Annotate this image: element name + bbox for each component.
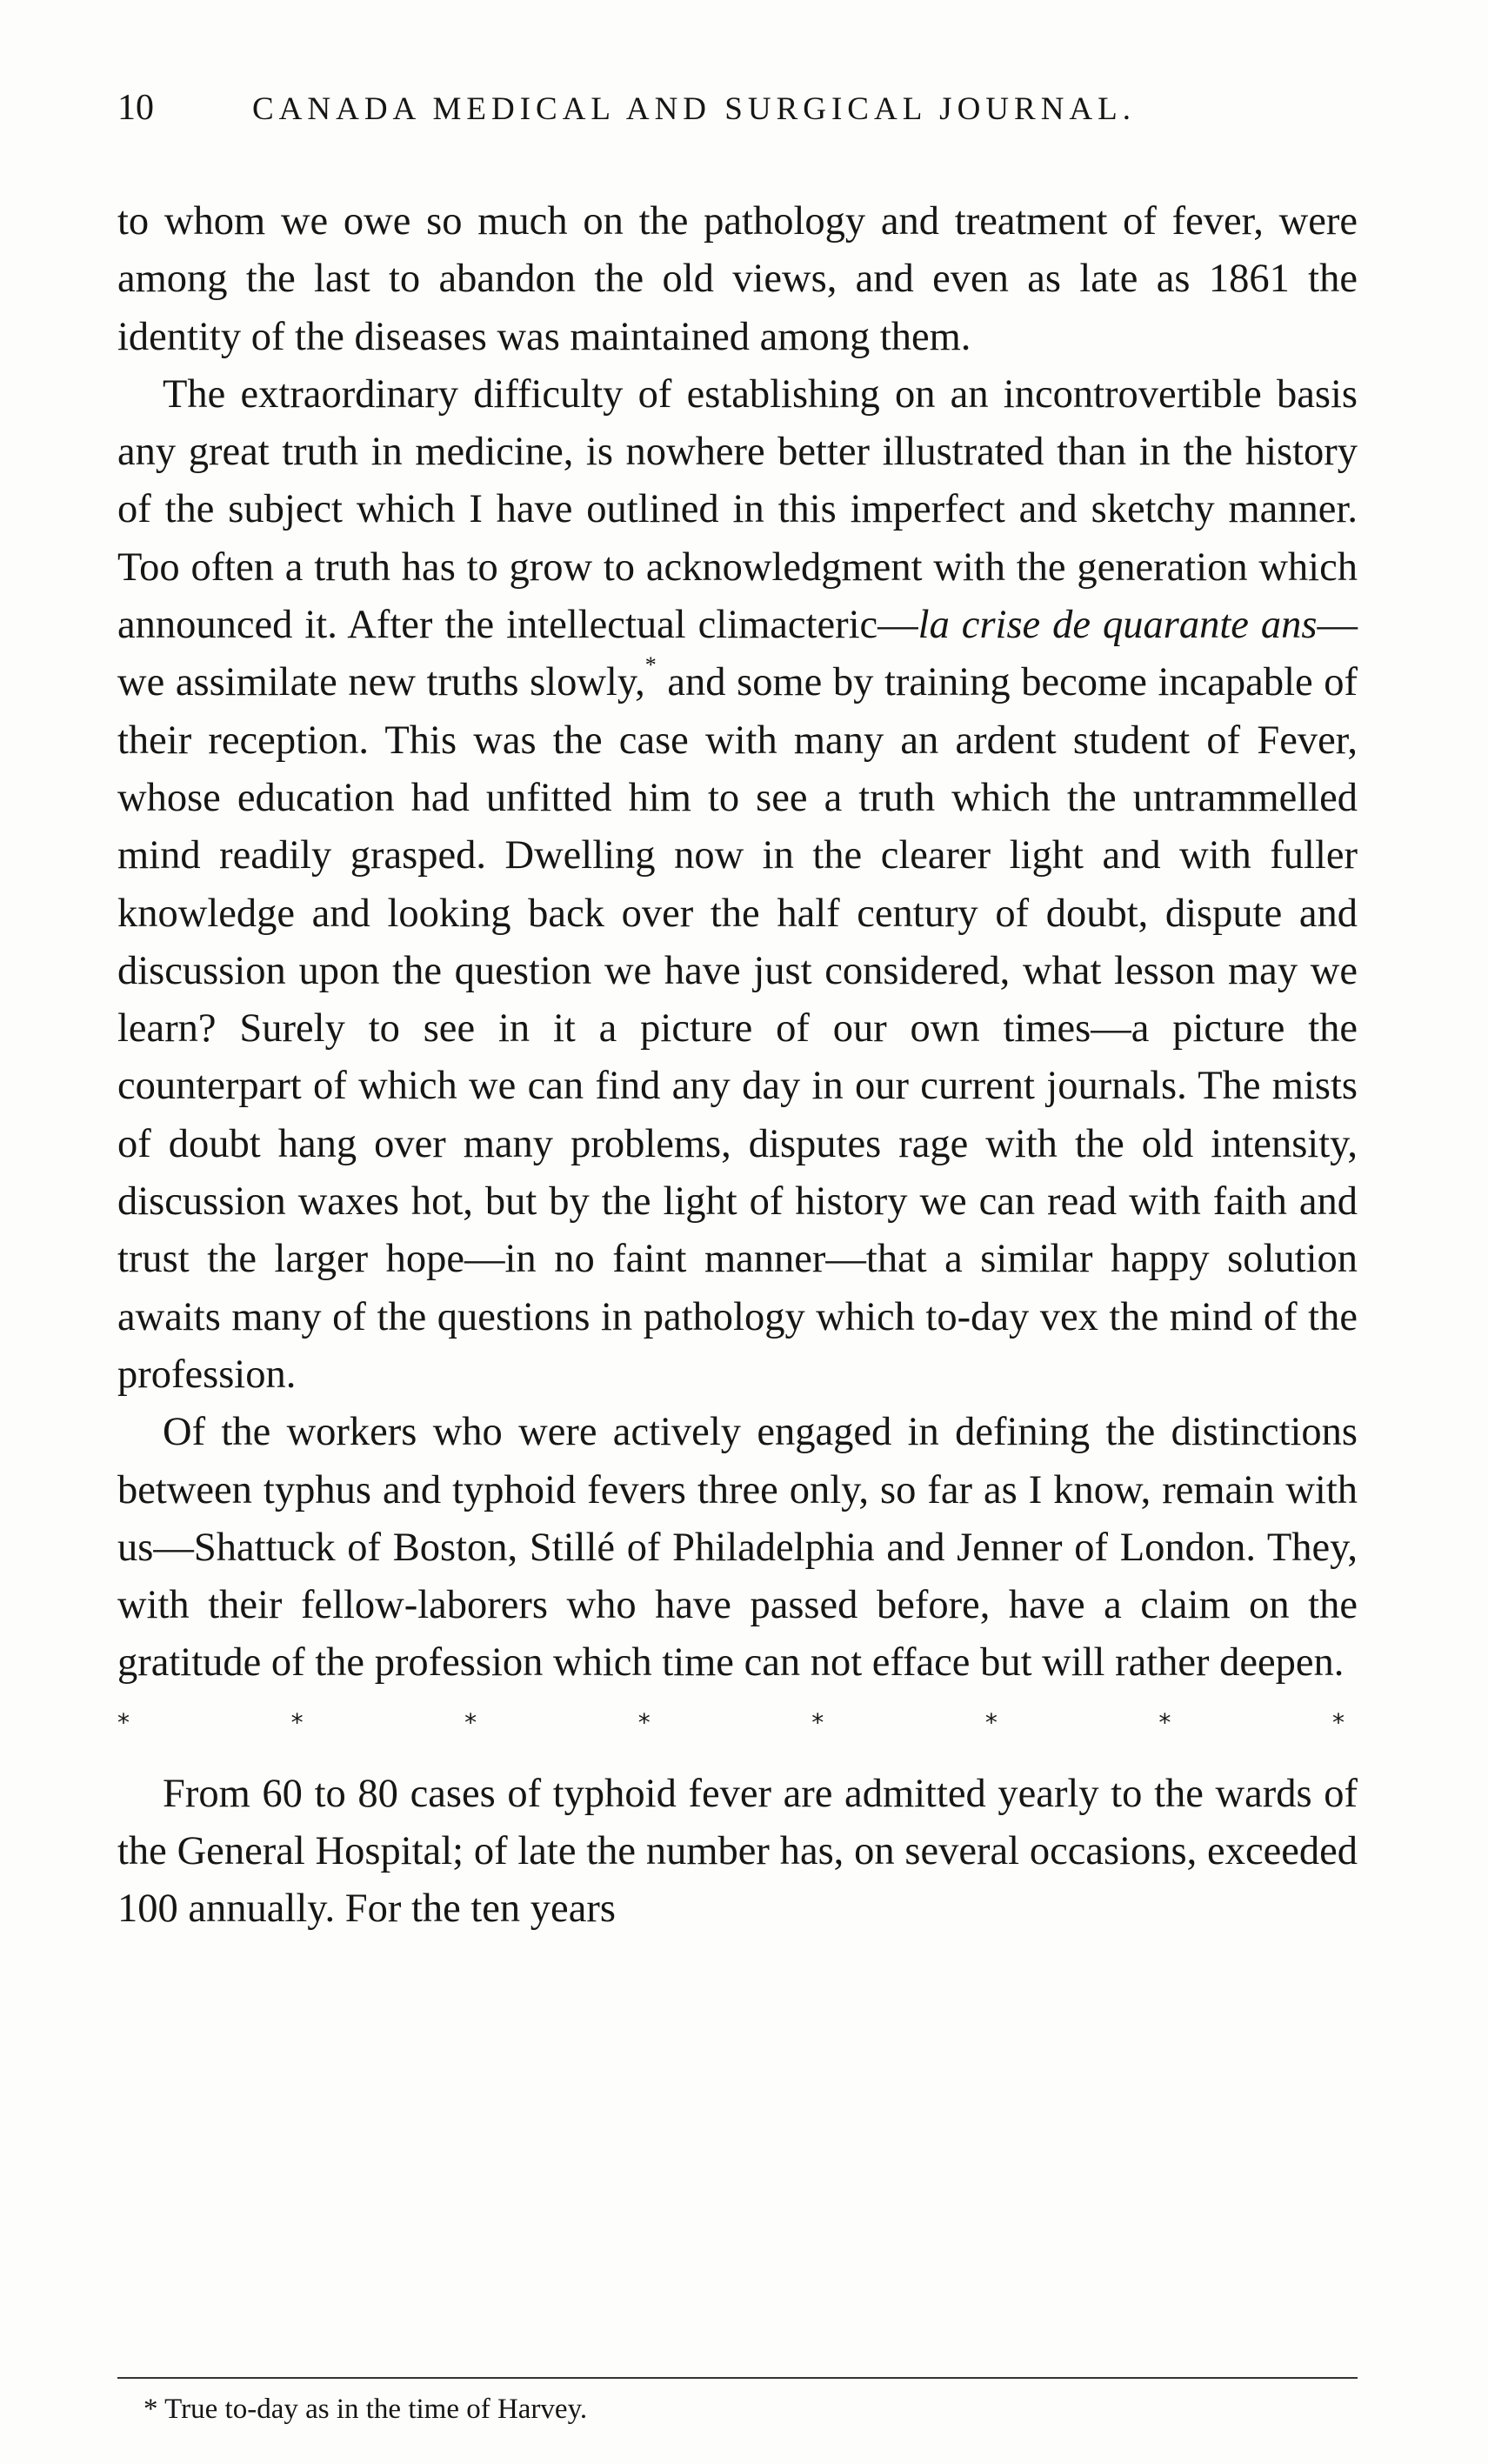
page-header bbox=[117, 87, 1358, 148]
separator-star: * bbox=[984, 1708, 998, 1738]
paragraph-1: to whom we owe so much on the pathology and treatment of fever, were among the last to abandon the old views, and even as late as 1861 the identity of the diseases was maintained among them. bbox=[117, 199, 1358, 359]
running-head: CANADA MEDICAL AND SURGICAL JOURNAL. bbox=[252, 91, 1136, 127]
paragraph-2-part-2: —we assimilate new truths slowly, bbox=[117, 603, 1358, 705]
separator-star: * bbox=[1331, 1708, 1345, 1738]
footnote: * True to-day as in the time of Harvey. bbox=[143, 2394, 588, 2425]
body-text bbox=[117, 193, 1358, 1939]
footnote-reference-mark: * bbox=[644, 652, 657, 678]
separator-star: * bbox=[811, 1708, 824, 1738]
paragraph-2 bbox=[117, 366, 1358, 1404]
paragraph-3: Of the workers who were actively engaged in defining the distinctions between typhus and typhoid fevers three only, so far as I know, remain with us—Shattuck of Boston, Stillé of Philadelphia and Jenner of London. They, with their fellow-laborers who have passed before, have a claim on the gratitude of the profession which time can not efface but will rather deepen. bbox=[117, 1410, 1358, 1686]
section-separator bbox=[117, 1693, 1358, 1753]
separator-star: * bbox=[637, 1708, 651, 1738]
separator-star: * bbox=[464, 1708, 477, 1738]
paragraph-4: From 60 to 80 cases of typhoid fever are admitted yearly to the wards of the General Hospital; of late the number has, on several occasions, exceeded 100 annually. For the ten years bbox=[117, 1771, 1358, 1932]
paragraph-2-part-3: and some by training become incapable of their reception. This was the case with many an ardent student of Fever, whose education had unfitted him to see a truth which the untrammelled mind readily grasped. Dwelling now in the clearer light and with fuller knowledge and looking back over the half century of doubt, dispute and discussion upon the question we have just considered, what lesson may we learn? Surely to see in it a picture of our own times—a picture the counterpart of which we can find any day in our current journals. The mists of doubt hang over many problems, disputes rage with the old intensity, discussion waxes hot, but by the light of history we can read with faith and trust the larger hope—in no faint manner—that a similar happy solution awaits many of the questions in pathology which to-day vex the mind of the profession. bbox=[117, 660, 1358, 1397]
separator-star: * bbox=[117, 1708, 130, 1738]
paragraph-2-part-1: The extraordinary difficulty of establishing on an incontrovertible basis any great truth in medicine, is nowhere better illustrated than in the history of the subject which I have outlined in this imperfect and sketchy manner. Too often a truth has to grow to acknowledgment with the generation which announced it. After the intellectual climacteric— bbox=[117, 371, 1358, 648]
separator-star: * bbox=[290, 1708, 304, 1738]
page-number: 10 bbox=[117, 88, 154, 128]
paragraph-2-italic-phrase: la crise de quarante ans bbox=[917, 603, 1318, 648]
separator-star: * bbox=[1158, 1708, 1171, 1738]
footnote-divider bbox=[117, 2377, 1358, 2379]
